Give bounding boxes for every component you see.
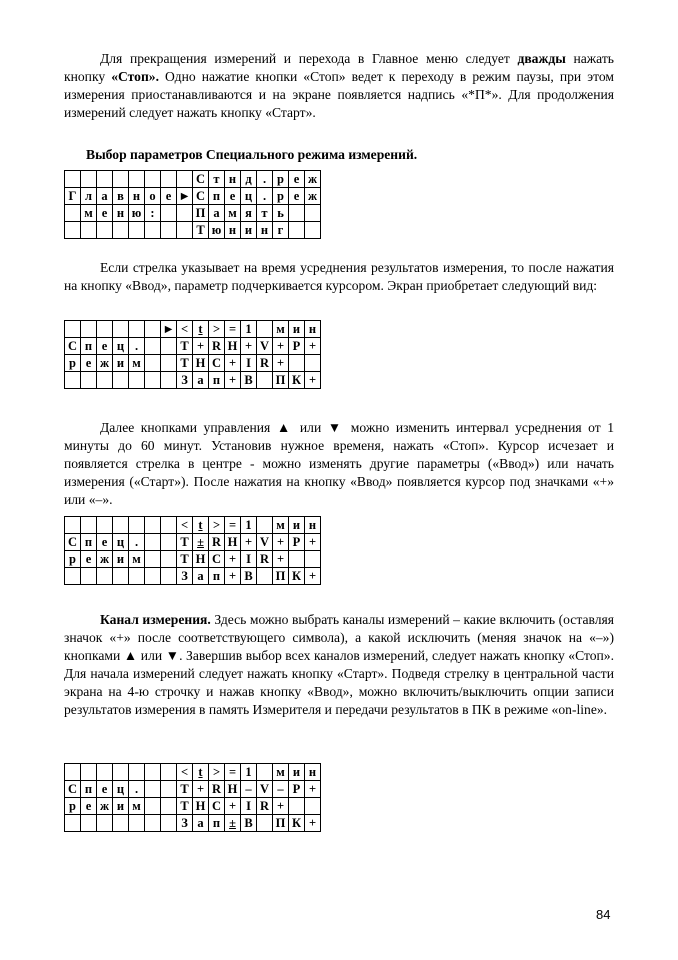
lcd-cell [113, 171, 129, 188]
lcd-cell [161, 568, 177, 585]
lcd-cell [129, 815, 145, 832]
lcd-cell: Г [65, 188, 81, 205]
lcd-cell [81, 372, 97, 389]
lcd-cell: Р [289, 781, 305, 798]
lcd-cell [65, 205, 81, 222]
lcd-cell: ь [273, 205, 289, 222]
lcd-row [65, 781, 321, 798]
lcd-cell [305, 551, 321, 568]
lcd-cell: З [177, 568, 193, 585]
lcd-cell: е [97, 338, 113, 355]
lcd-cell: е [97, 781, 113, 798]
lcd-row [65, 171, 321, 188]
lcd-cell: и [289, 764, 305, 781]
lcd-cell: п [209, 568, 225, 585]
lcd-cell: = [225, 321, 241, 338]
lcd-cell: о [145, 188, 161, 205]
lcd-cell: 1 [241, 321, 257, 338]
lcd-cell [145, 764, 161, 781]
lcd-cell [113, 372, 129, 389]
lcd-cell: . [257, 171, 273, 188]
lcd-cell: ц [113, 534, 129, 551]
lcd-cell: R [209, 534, 225, 551]
lcd-cell: + [225, 798, 241, 815]
lcd-cell: м [81, 205, 97, 222]
lcd-cell: + [273, 338, 289, 355]
lcd-cell: я [241, 205, 257, 222]
lcd-cell: Т [177, 338, 193, 355]
lcd-row [65, 222, 321, 239]
lcd-row [65, 568, 321, 585]
lcd-cell: р [273, 171, 289, 188]
lcd-cell: К [289, 568, 305, 585]
lcd-cell [305, 355, 321, 372]
lcd-cell [129, 321, 145, 338]
lcd-cell: t [193, 321, 209, 338]
lcd-cell: Н [225, 781, 241, 798]
lcd-cell: R [257, 798, 273, 815]
lcd-cell: п [81, 781, 97, 798]
lcd-cell: > [209, 764, 225, 781]
lcd-cell [289, 551, 305, 568]
lcd-cell: н [305, 517, 321, 534]
lcd-cell: < [177, 321, 193, 338]
lcd-cell: П [273, 372, 289, 389]
lcd-cell [65, 815, 81, 832]
lcd-cell: – [241, 781, 257, 798]
lcd-cell [257, 764, 273, 781]
lcd-row [65, 321, 321, 338]
lcd-cell [145, 372, 161, 389]
lcd-cell: t [193, 517, 209, 534]
lcd-cell [257, 517, 273, 534]
lcd-cell: Н [193, 355, 209, 372]
lcd-cell: + [305, 781, 321, 798]
lcd-cell: м [273, 517, 289, 534]
lcd-cell: е [81, 798, 97, 815]
lcd-cell [145, 222, 161, 239]
lcd-cell: – [273, 781, 289, 798]
lcd-cell [289, 205, 305, 222]
lcd-cell [65, 171, 81, 188]
lcd-cell: Н [193, 798, 209, 815]
lcd-cell [97, 372, 113, 389]
lcd-cell [161, 551, 177, 568]
lcd-cell [81, 321, 97, 338]
lcd-cell [161, 764, 177, 781]
lcd-screen-main-menu [64, 170, 321, 239]
lcd-cell: 1 [241, 764, 257, 781]
lcd-cell: В [241, 568, 257, 585]
lcd-cell: р [65, 798, 81, 815]
lcd-cell: < [177, 764, 193, 781]
lcd-cell: + [305, 338, 321, 355]
lcd-cell [177, 171, 193, 188]
lcd-cell: ж [97, 551, 113, 568]
lcd-cell [65, 764, 81, 781]
lcd-row [65, 534, 321, 551]
lcd-cell: В [241, 815, 257, 832]
lcd-cell: п [81, 534, 97, 551]
text-run: Здесь можно выбрать каналы измерений – какие включить (оставляя значок «+» после соответствующего символа), а какой исключить (меняя значок на «–») кнопками ▲ или ▼. Завершив выбор всех каналов измерений, следует нажать кнопку «Стоп». Для начала измерений следует нажать кнопку «Старт». Подведя стрелку в центральной части экрана на 4-ю строчку и нажав кнопку «Ввод», можно включить/выключить опции записи результатов измерения в память Измерителя и передачи результатов в ПК в режиме «on-line». [64, 612, 615, 717]
lcd-row [65, 551, 321, 568]
lcd-cell: е [81, 355, 97, 372]
lcd-cell [177, 222, 193, 239]
lcd-cell: V [257, 534, 273, 551]
lcd-cell [289, 798, 305, 815]
lcd-cell [161, 171, 177, 188]
lcd-cell: V [257, 781, 273, 798]
lcd-cell: ж [305, 171, 321, 188]
lcd-cell: ► [178, 189, 191, 203]
lcd-cell [305, 205, 321, 222]
lcd-cell: п [209, 815, 225, 832]
lcd-cell: н [305, 764, 321, 781]
lcd-cell: С [209, 551, 225, 568]
lcd-cell: Т [193, 222, 209, 239]
lcd-cell: а [193, 372, 209, 389]
lcd-cell: + [193, 338, 209, 355]
lcd-row [65, 355, 321, 372]
lcd-cell [145, 321, 161, 338]
lcd-cell: П [273, 568, 289, 585]
lcd-cell: . [129, 534, 145, 551]
lcd-cell: ю [209, 222, 225, 239]
lcd-cell: Т [177, 551, 193, 568]
lcd-cell: ж [97, 798, 113, 815]
lcd-cell: н [225, 171, 241, 188]
lcd-cell: е [97, 534, 113, 551]
lcd-cell: п [209, 188, 225, 205]
lcd-cell: С [193, 188, 209, 205]
lcd-cell [161, 338, 177, 355]
lcd-cell: а [209, 205, 225, 222]
lcd-cell: Р [289, 534, 305, 551]
lcd-cell: ж [305, 188, 321, 205]
lcd-screen-averaging-cursor [64, 320, 321, 389]
lcd-cell [65, 222, 81, 239]
lcd-cell [145, 798, 161, 815]
lcd-cell: + [193, 781, 209, 798]
lcd-cell: Т [177, 781, 193, 798]
lcd-cell: С [65, 781, 81, 798]
lcd-cell: С [193, 171, 209, 188]
lcd-cell: ± [225, 815, 241, 832]
lcd-cell: ± [193, 534, 209, 551]
lcd-cell: п [81, 338, 97, 355]
lcd-cell [81, 222, 97, 239]
lcd-cell: т [257, 205, 273, 222]
lcd-cell [161, 222, 177, 239]
lcd-cell [177, 205, 193, 222]
lcd-cell: . [129, 338, 145, 355]
lcd-cell: + [273, 534, 289, 551]
lcd-cell: Т [177, 798, 193, 815]
lcd-cell [129, 517, 145, 534]
lcd-cell: I [241, 551, 257, 568]
lcd-cell: С [209, 355, 225, 372]
lcd-cell [145, 171, 161, 188]
lcd-cell: + [273, 551, 289, 568]
text-run: Одно нажатие кнопки «Стоп» ведет к переходу в режим паузы, при этом измерения приостанавливаются и на экране появляется надпись «*П*». Для продолжения измерений следует нажать кнопку «Старт». [64, 69, 614, 120]
lcd-cell [97, 764, 113, 781]
lcd-cell: а [193, 568, 209, 585]
lcd-cell [129, 764, 145, 781]
lcd-cell: R [257, 551, 273, 568]
lcd-row [65, 372, 321, 389]
lcd-cell [113, 321, 129, 338]
lcd-cell: + [241, 338, 257, 355]
lcd-cell: + [305, 372, 321, 389]
lcd-cell [97, 568, 113, 585]
lcd-cell [305, 222, 321, 239]
lcd-cell: н [113, 205, 129, 222]
lcd-cell: м [129, 551, 145, 568]
lcd-cell: н [257, 222, 273, 239]
lcd-cell [161, 815, 177, 832]
lcd-cell [129, 372, 145, 389]
lcd-cell [65, 517, 81, 534]
lcd-cell [145, 551, 161, 568]
lcd-cell [289, 222, 305, 239]
lcd-cell: К [289, 815, 305, 832]
lcd-cell [81, 517, 97, 534]
lcd-cell: и [113, 355, 129, 372]
emphasis-twice: дважды [517, 51, 566, 66]
lcd-cell [81, 171, 97, 188]
lcd-cell [81, 764, 97, 781]
lcd-cell: + [305, 815, 321, 832]
lcd-cell: < [177, 517, 193, 534]
lcd-cell: м [129, 355, 145, 372]
lcd-cell [161, 355, 177, 372]
lcd-cell: ► [162, 322, 175, 336]
lcd-cell: I [241, 355, 257, 372]
lcd-cell: и [289, 321, 305, 338]
lcd-cell [161, 798, 177, 815]
lcd-cell [65, 372, 81, 389]
lcd-cell: и [289, 517, 305, 534]
lcd-cell [161, 205, 177, 222]
lcd-cell [161, 781, 177, 798]
paragraph-stop-instructions [64, 50, 614, 122]
text-run: нажать кнопку [64, 51, 614, 84]
lcd-cell: + [241, 534, 257, 551]
lcd-cell: Н [225, 338, 241, 355]
lcd-cell [145, 815, 161, 832]
lcd-cell [97, 517, 113, 534]
lcd-cell [129, 171, 145, 188]
lcd-cell: V [257, 338, 273, 355]
lcd-cell: е [161, 188, 177, 205]
lcd-cell [257, 568, 273, 585]
lcd-cell: а [193, 815, 209, 832]
lcd-cell: + [225, 372, 241, 389]
lcd-cell: а [97, 188, 113, 205]
lcd-cell [97, 171, 113, 188]
lcd-cell: К [289, 372, 305, 389]
lcd-cell: е [97, 205, 113, 222]
lcd-cell [129, 568, 145, 585]
lcd-cell: + [305, 568, 321, 585]
lcd-cell: е [289, 171, 305, 188]
lcd-cell: Р [289, 338, 305, 355]
paragraph-averaging-time: Если стрелка указывает на время усреднения результатов измерения, то после нажатия на кнопку «Ввод», параметр подчеркивается курсором. Экран приобретает следующий вид: [64, 260, 614, 293]
text-run: Для прекращения измерений и перехода в Главное меню следует [100, 51, 518, 66]
lcd-cell [113, 764, 129, 781]
lcd-cell: г [273, 222, 289, 239]
lcd-cell: н [129, 188, 145, 205]
lcd-cell: м [225, 205, 241, 222]
lcd-cell [97, 321, 113, 338]
lcd-cell: в [113, 188, 129, 205]
lcd-cell: ц [113, 781, 129, 798]
lcd-cell [113, 517, 129, 534]
lcd-cell: : [145, 205, 161, 222]
lcd-cell: м [273, 321, 289, 338]
lcd-cell: д [241, 171, 257, 188]
lcd-cell: е [225, 188, 241, 205]
lcd-cell [81, 568, 97, 585]
lcd-row [65, 517, 321, 534]
lcd-screen-channel-cursor [64, 516, 321, 585]
lcd-cell: е [289, 188, 305, 205]
lcd-cell [289, 355, 305, 372]
lcd-cell: П [273, 815, 289, 832]
lcd-cell: t [193, 764, 209, 781]
lcd-cell: 1 [241, 517, 257, 534]
lcd-cell: ю [129, 205, 145, 222]
lcd-cell [161, 517, 177, 534]
lcd-cell [145, 517, 161, 534]
lcd-cell: I [241, 798, 257, 815]
lcd-cell [65, 568, 81, 585]
lcd-cell [113, 568, 129, 585]
lcd-cell: С [65, 338, 81, 355]
lcd-cell [145, 781, 161, 798]
lcd-screen-record-options [64, 763, 321, 832]
page-number: 84 [596, 907, 611, 922]
lcd-row [65, 338, 321, 355]
paragraph-measurement-channel [64, 611, 614, 719]
lcd-cell: С [65, 534, 81, 551]
lcd-cell: Т [177, 355, 193, 372]
lcd-cell: З [177, 815, 193, 832]
lcd-cell [257, 815, 273, 832]
lcd-cell [129, 222, 145, 239]
lcd-cell: . [257, 188, 273, 205]
lcd-cell: м [273, 764, 289, 781]
lcd-cell: Н [225, 534, 241, 551]
lcd-cell [161, 372, 177, 389]
lcd-cell: + [225, 551, 241, 568]
lcd-cell [81, 815, 97, 832]
lcd-cell: = [225, 517, 241, 534]
lcd-cell: В [241, 372, 257, 389]
lcd-cell: С [209, 798, 225, 815]
lcd-cell [257, 372, 273, 389]
lcd-cell: л [81, 188, 97, 205]
section-heading: Выбор параметров Специального режима измерений. [86, 147, 418, 162]
lcd-cell: Т [177, 534, 193, 551]
lcd-cell: + [273, 355, 289, 372]
lcd-cell: м [129, 798, 145, 815]
lcd-cell [257, 321, 273, 338]
lcd-cell: + [225, 355, 241, 372]
lcd-cell: З [177, 372, 193, 389]
lcd-cell: п [209, 372, 225, 389]
lcd-row [65, 764, 321, 781]
lcd-cell: р [65, 551, 81, 568]
lcd-cell [161, 534, 177, 551]
lcd-cell: + [225, 568, 241, 585]
emphasis-stop: «Стоп». [111, 69, 159, 84]
lcd-cell: е [81, 551, 97, 568]
lcd-cell: Н [193, 551, 209, 568]
lcd-cell: . [129, 781, 145, 798]
paragraph-interval-adjust: Далее кнопками управления ▲ или ▼ можно изменить интервал усреднения от 1 минуты до 60 минут. Установив нужное временя, нажать «Стоп». Курсор исчезает и появляется стрелка в центре - можно изменять другие параметры («Ввод») или начать измерения («Старт»). После нажатия на кнопку «Ввод» появляется курсор под значками «+» или «–». [64, 420, 614, 507]
lcd-cell: R [209, 338, 225, 355]
lcd-cell [145, 534, 161, 551]
lcd-cell [113, 222, 129, 239]
lcd-cell [97, 222, 113, 239]
lcd-cell: R [209, 781, 225, 798]
lcd-cell: ц [241, 188, 257, 205]
lcd-cell [97, 815, 113, 832]
lcd-cell: т [209, 171, 225, 188]
lcd-cell: р [273, 188, 289, 205]
lcd-cell: = [225, 764, 241, 781]
lcd-cell [113, 815, 129, 832]
lcd-cell: ж [97, 355, 113, 372]
lcd-cell: и [113, 798, 129, 815]
lcd-cell: > [209, 517, 225, 534]
lcd-row [65, 798, 321, 815]
lcd-cell [145, 355, 161, 372]
lcd-cell: + [273, 798, 289, 815]
lcd-cell [65, 321, 81, 338]
lcd-cell: ц [113, 338, 129, 355]
lcd-cell: П [193, 205, 209, 222]
lcd-cell [305, 798, 321, 815]
lcd-row [65, 815, 321, 832]
lcd-cell: и [241, 222, 257, 239]
lcd-cell: и [113, 551, 129, 568]
lcd-cell: н [305, 321, 321, 338]
emphasis-channel: Канал измерения. [100, 612, 211, 627]
lcd-row [65, 188, 321, 205]
lcd-cell: + [305, 534, 321, 551]
lcd-cell [145, 338, 161, 355]
lcd-cell: > [209, 321, 225, 338]
lcd-cell: н [225, 222, 241, 239]
lcd-cell: R [257, 355, 273, 372]
lcd-row [65, 205, 321, 222]
lcd-cell [145, 568, 161, 585]
lcd-cell: р [65, 355, 81, 372]
